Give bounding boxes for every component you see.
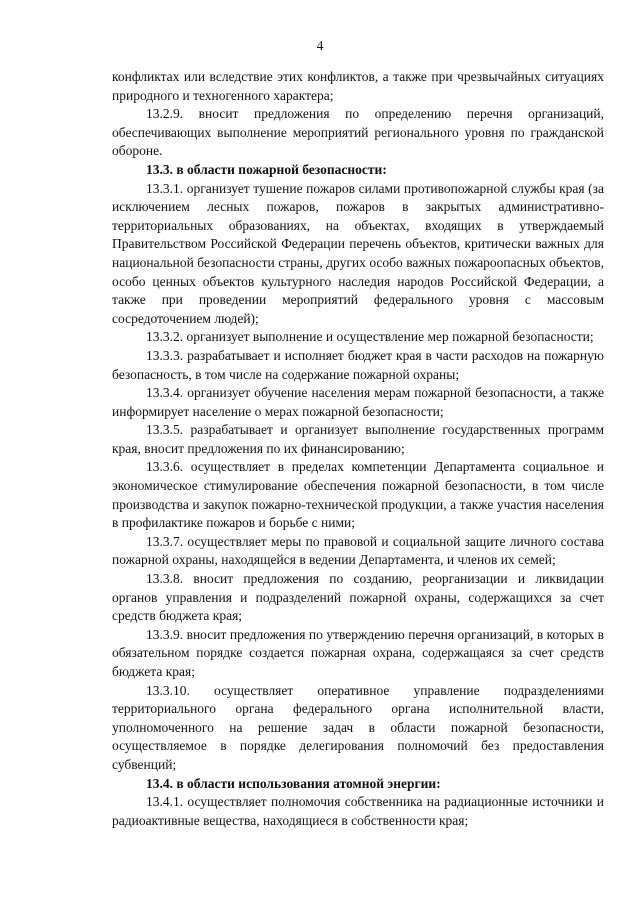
paragraph-13-2-9: 13.2.9. вносит предложения по определению перечня организаций, обеспечивающих выполнение мероприятий регионального уровня по гражданской обороне. xyxy=(112,106,604,159)
paragraph-13-3-3: 13.3.3. разрабатывает и исполняет бюджет края в части расходов на пожарную безопасность, в том числе на содержание пожарной охраны; xyxy=(112,347,604,382)
paragraph-13-3-8: 13.3.8. вносит предложения по созданию, реорганизации и ликвидации органов управления и подразделений пожарной охраны, содержащихся за счет средств бюджета края; xyxy=(112,571,604,624)
paragraph-13-3-2: 13.3.2. организует выполнение и осуществление мер пожарной безопасности; xyxy=(146,329,594,345)
document-body xyxy=(112,68,604,830)
paragraph-13-3-10: 13.3.10. осуществляет оперативное управление подразделениями территориального органа федерального органа исполнительной власти, уполномоченного на решение задач в области пожарной безопасности, осуществляемое в порядке делегирования полномочий без предоставления субвенций; xyxy=(112,682,604,772)
paragraph-13-3-6: 13.3.6. осуществляет в пределах компетенции Департамента социальное и экономическое стимулирование обеспечения пожарной безопасности, в том числе производства и закупок пожарно-технической продукции, а также участия населения в профилактике пожаров и борьбе с ними; xyxy=(112,459,604,531)
page-number: 4 xyxy=(316,38,324,53)
paragraph-13-3-5: 13.3.5. разрабатывает и организует выполнение государственных программ края, вносит предложения по их финансированию; xyxy=(112,422,604,456)
paragraph-13-4-1: 13.4.1. осуществляет полномочия собственника на радиационные источники и радиоактивные вещества, находящиеся в собственности края; xyxy=(112,794,604,828)
paragraph-13-3-4: 13.3.4. организует обучение населения мерам пожарной безопасности, а также информирует население о мерах пожарной безопасности; xyxy=(112,385,604,419)
paragraph-13-3-9: 13.3.9. вносит предложения по утверждению перечня организаций, в которых в обязательном порядке создается пожарная охрана, содержащаяся за счет средств бюджета края; xyxy=(112,626,604,679)
paragraph-13-3-1: 13.3.1. организует тушение пожаров силами противопожарной службы края (за исключением лесных пожаров, пожаров в закрытых административно-территориальных образованиях, на объектах, входящих в утверждаемый Правительством Российской Федерации перечень объектов, критически важных для национальной безопасности страны, других особо важных пожароопасных объектов, особо ценных объектов культурного наследия народов Российской Федерации, а также при проведении мероприятий федерального уровня с массовым сосредоточением людей); xyxy=(112,180,604,326)
section-heading-13-3: 13.3. в области пожарной безопасности: xyxy=(146,161,387,177)
section-heading-13-4: 13.4. в области использования атомной энергии: xyxy=(146,775,441,791)
paragraph-continuation: конфликтах или вследствие этих конфликтов, а также при чрезвычайных ситуациях природного и техногенного характера; xyxy=(112,69,604,103)
paragraph-13-3-7: 13.3.7. осуществляет меры по правовой и социальной защите личного состава пожарной охраны, находящейся в ведении Департамента, и членов их семей; xyxy=(112,533,604,568)
